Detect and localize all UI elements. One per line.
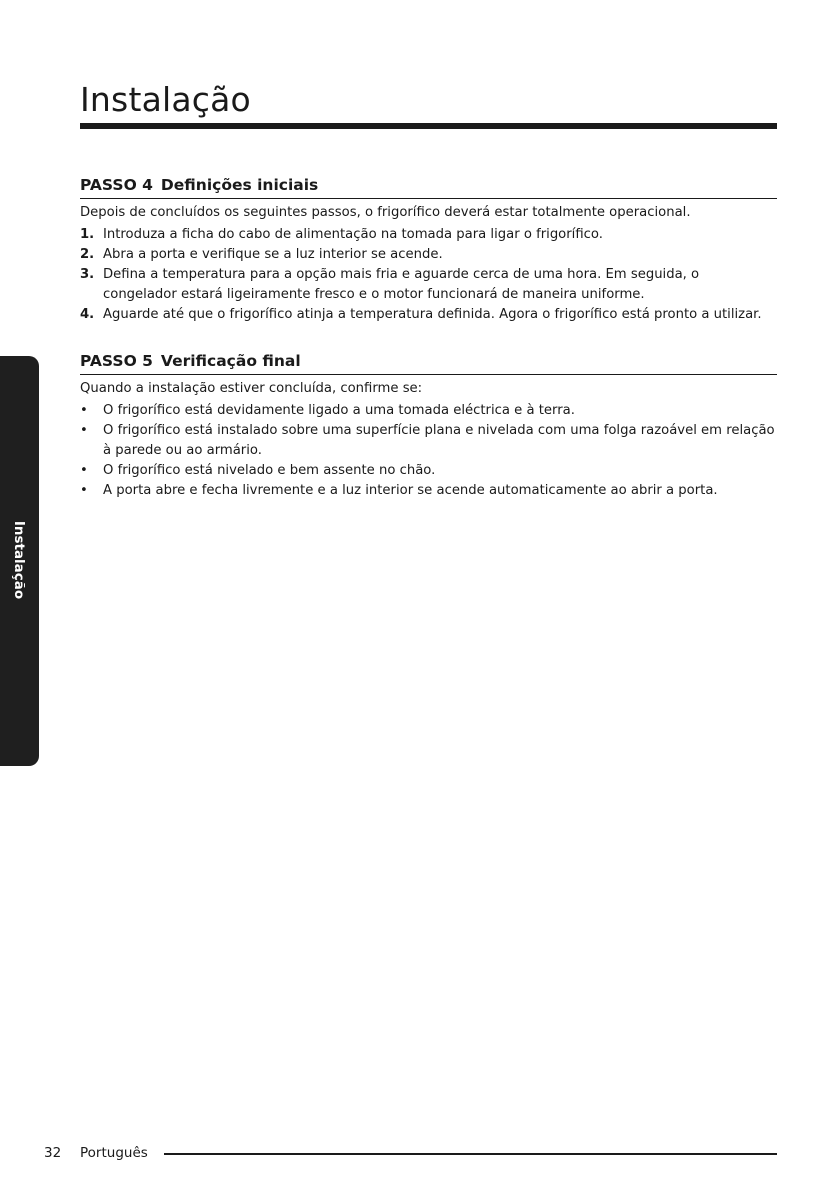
step5-heading [80,350,777,375]
step4-section [80,174,777,325]
list-item [80,461,777,481]
list-marker: 3. [80,267,95,282]
step4-title: Definições iniciais [160,176,319,194]
bullet-marker: • [80,403,88,418]
step4-list [80,225,777,325]
list-item-text: Defina a temperatura para a opção mais fria e aguarde cerca de uma hora. Em seguida, o congelador estará ligeiramente fresco e o motor funcionará de maneira uniforme. [103,267,700,302]
side-tab-label: Instalação [11,520,27,600]
step4-heading [80,174,777,199]
list-item [80,481,777,501]
list-item-text: A porta abre e fecha livremente e a luz interior se acende automaticamente ao abrir a porta. [103,483,718,498]
step5-number: PASSO 5 [80,352,153,370]
step5-intro: Quando a instalação estiver concluída, confirme se: [80,381,423,396]
list-item-text: Abra a porta e verifique se a luz interior se acende. [103,247,443,262]
list-item-text: O frigorífico está instalado sobre uma superfície plana e nivelada com uma folga razoável em relação à parede ou ao armário. [103,423,775,458]
list-item [80,421,777,461]
list-item [80,305,777,325]
footer-language: Português [80,1145,148,1161]
step4-intro: Depois de concluídos os seguintes passos, o frigorífico deverá estar totalmente operacional. [80,205,691,220]
title-rule [80,123,777,129]
list-marker: 4. [80,307,95,322]
list-item [80,245,777,265]
bullet-marker: • [80,483,88,498]
page-number: 32 [44,1145,62,1161]
bullet-marker: • [80,463,88,478]
page-title: Instalação [80,80,251,119]
list-item-text: O frigorífico está nivelado e bem assente no chão. [103,463,436,478]
list-item [80,401,777,421]
list-item-text: O frigorífico está devidamente ligado a uma tomada eléctrica e à terra. [103,403,575,418]
list-marker: 2. [80,247,95,262]
list-item [80,265,777,305]
list-item [80,225,777,245]
list-item-text: Introduza a ficha do cabo de alimentação na tomada para ligar o frigorífico. [103,227,603,242]
step4-number: PASSO 4 [80,176,153,194]
list-marker: 1. [80,227,95,242]
bullet-marker: • [80,423,88,438]
list-item-text: Aguarde até que o frigorífico atinja a temperatura definida. Agora o frigorífico está pronto a utilizar. [103,307,762,322]
step5-list [80,401,777,501]
step5-title: Verificação final [160,352,301,370]
step5-section [80,350,777,501]
footer-rule [164,1153,777,1155]
